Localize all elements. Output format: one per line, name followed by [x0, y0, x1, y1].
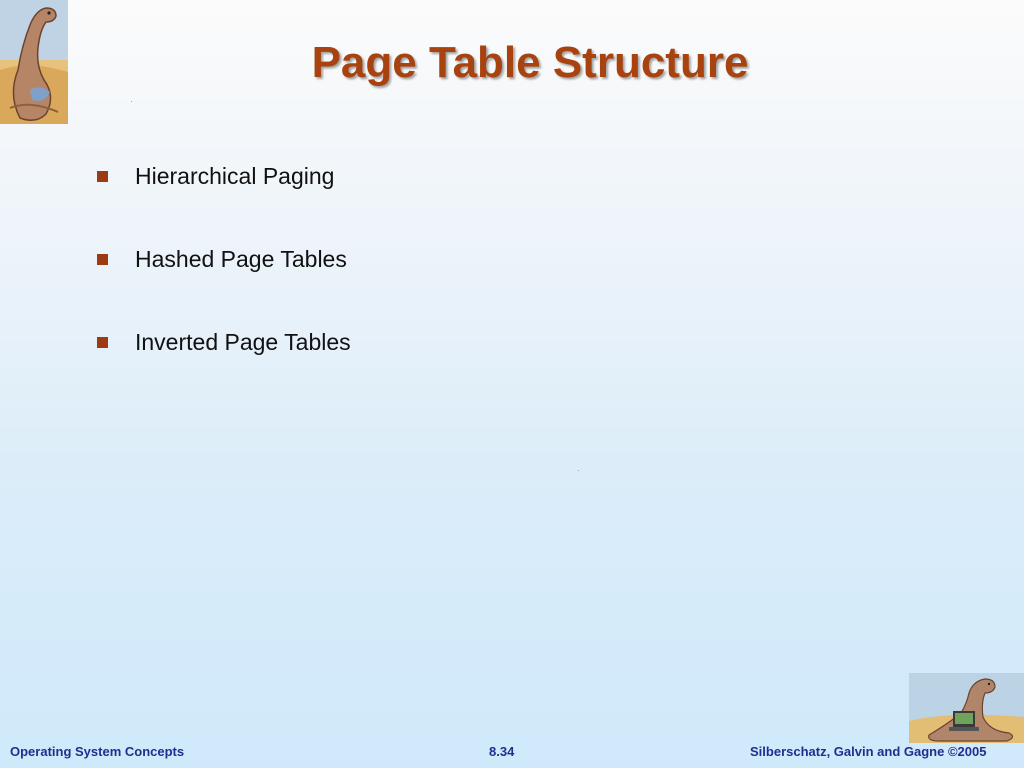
- square-bullet-icon: [97, 171, 108, 182]
- footer-course-title: Operating System Concepts: [10, 744, 185, 759]
- square-bullet-icon: [97, 254, 108, 265]
- speck: [578, 470, 579, 471]
- footer-copyright: Silberschatz, Galvin and Gagne ©2005: [750, 744, 987, 759]
- list-item: [97, 243, 351, 326]
- list-item: [97, 160, 351, 243]
- dinosaur-laptop-icon: [909, 673, 1024, 743]
- speck: [131, 101, 132, 102]
- square-bullet-icon: [97, 337, 108, 348]
- bullet-list: [97, 160, 351, 409]
- bullet-text: Hashed Page Tables: [135, 246, 347, 272]
- list-item: [97, 326, 351, 409]
- footer-slide-number: 8.34: [489, 744, 515, 759]
- bullet-text: Inverted Page Tables: [135, 329, 351, 355]
- bullet-text: Hierarchical Paging: [135, 163, 335, 189]
- slide-title: Page Table Structure: [311, 38, 749, 87]
